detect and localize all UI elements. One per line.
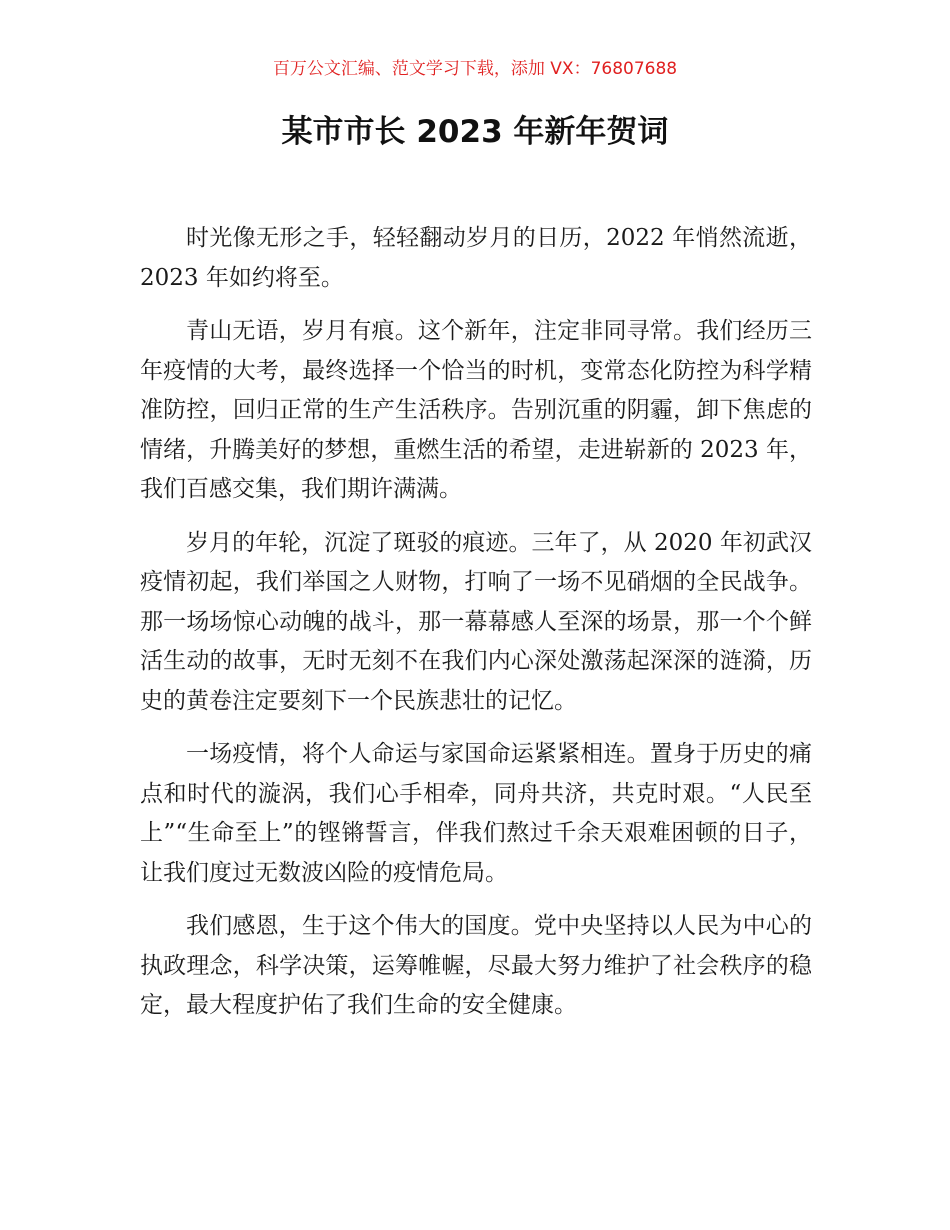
paragraph: 青山无语，岁月有痕。这个新年，注定非同寻常。我们经历三年疫情的大考，最终选择一个恰当的时机，变常态化防控为科学精准防控，回归正常的生产生活秩序。告别沉重的阴霾，卸下焦虑的情绪，升腾美好的梦想，重燃生活的希望，走进崭新的 2023 年，我们百感交集，我们期许满满。	[140, 318, 812, 502]
document-body	[140, 219, 812, 1040]
paragraph: 岁月的年轮，沉淀了斑驳的痕迹。三年了，从 2020 年初武汉疫情初起，我们举国之人财物，打响了一场不见硝烟的全民战争。那一场场惊心动魄的战斗，那一幕幕感人至深的场景，那一个个鲜活生动的故事，无时无刻不在我们内心深处激荡起深深的涟漪，历史的黄卷注定要刻下一个民族悲壮的记忆。	[140, 529, 812, 714]
paragraph: 一场疫情，将个人命运与家国命运紧紧相连。置身于历史的痛点和时代的漩涡，我们心手相牵，同舟共济，共克时艰。“人民至上”“生命至上”的铿锵誓言，伴我们熬过千余天艰难困顿的日子，让我们度过无数波凶险的疫情危局。	[140, 741, 812, 886]
page-title: 某市市长 2023 年新年贺词	[281, 114, 669, 150]
header-banner: 百万公文汇编、范文学习下载，添加 VX：76807688	[272, 59, 678, 79]
paragraph: 时光像无形之手，轻轻翻动岁月的日历，2022 年悄然流逝，2023 年如约将至。	[140, 225, 812, 291]
paragraph: 我们感恩，生于这个伟大的国度。党中央坚持以人民为中心的执政理念，科学决策，运筹帷幄，尽最大努力维护了社会秩序的稳定，最大程度护佑了我们生命的安全健康。	[140, 913, 812, 1018]
